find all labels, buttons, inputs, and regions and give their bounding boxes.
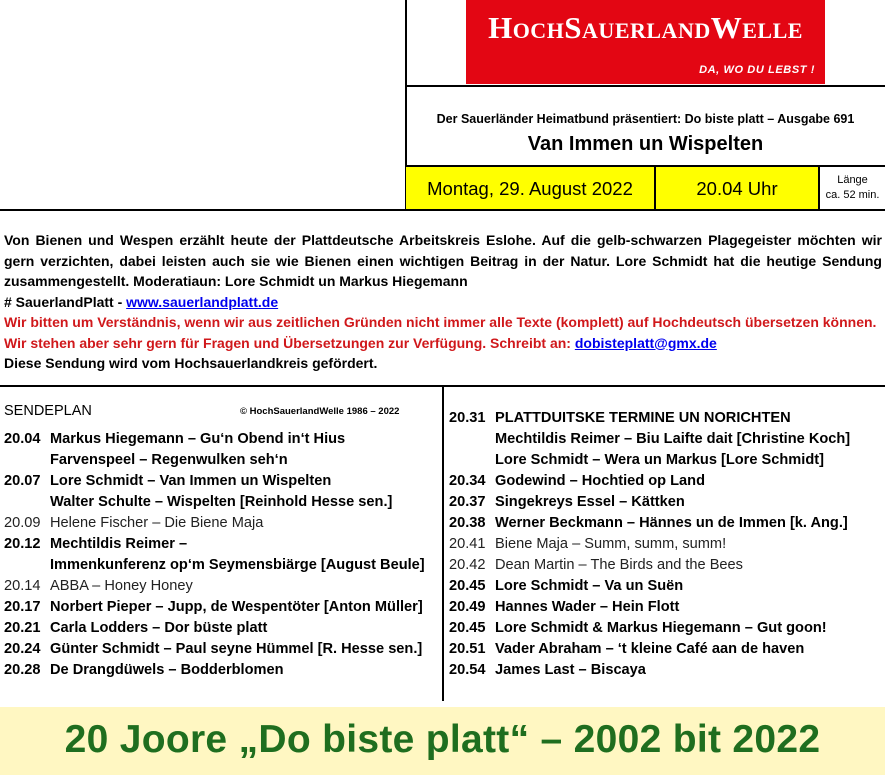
entry-time: 20.45 [449,578,486,594]
length-value: ca. 52 min. [825,189,880,201]
schedule-entry [449,660,885,681]
schedule-entry [449,576,885,597]
date-box [406,167,654,209]
entry-time: 20.41 [449,536,486,552]
schedule-entry [4,555,440,576]
entry-title: Mechtildis Reimer – [50,536,188,552]
entry-time [4,450,50,471]
entry-time [4,492,50,513]
schedule-entry [4,429,440,450]
schedule-entry [449,597,885,618]
schedule-entry [449,471,885,492]
anniversary-text: 20 Joore „Do biste platt“ – 2002 bit 2022 [64,718,821,761]
time-box [656,167,818,209]
schedule-entry [4,450,440,471]
entry-time: 20.17 [4,599,41,615]
entry-time: 20.21 [4,620,41,636]
entry-time: 20.04 [4,431,41,447]
entry-time: 20.45 [449,620,486,636]
program-title: Van Immen un Wispelten [527,133,764,155]
schedule-entry [4,639,440,660]
entry-time [449,429,495,450]
entry-title: Norbert Pieper – Jupp, de Wespentöter [Anton Müller] [50,599,423,615]
entry-title: James Last – Biscaya [495,662,646,678]
entry-title: Biene Maja – Summ, summ, summ! [495,536,727,552]
program-subtitle: Der Sauerländer Heimatbund präsentiert: Do biste platt – Ausgabe 691 [436,112,855,126]
entry-title: De Drangdüwels – Bodderblomen [50,662,284,678]
entry-time [449,450,495,471]
schedule-left-column [4,401,440,681]
logo-slogan: DA, WO DU LEBST ! [699,64,815,76]
entry-time: 20.42 [449,557,486,573]
entry-time [4,555,50,576]
header-rule-1 [405,85,885,87]
entry-title: Markus Hiegemann – Gu‘n Obend in‘t Hius [50,431,346,447]
entry-title: Immenkunferenz op‘m Seymensbiärge [August Beule] [50,557,425,573]
schedule-entry [449,555,885,576]
schedule-entry [449,450,885,471]
entry-title: Vader Abraham – ‘t kleine Café aan de haven [495,641,805,657]
entry-title: Dean Martin – The Birds and the Bees [495,557,743,573]
entry-time: 20.14 [4,578,41,594]
entry-title: Lore Schmidt & Markus Hiegemann – Gut goon! [495,620,827,636]
schedule-entry [449,492,885,513]
schedule-entry [4,660,440,681]
entry-title: Lore Schmidt – Va un Suën [495,578,684,594]
entry-title: Günter Schmidt – Paul seyne Hümmel [R. Hesse sen.] [50,641,423,657]
broadcast-time: 20.04 Uhr [696,178,778,199]
schedule-label: SENDEPLAN [4,403,92,419]
entry-time: 20.34 [449,473,486,489]
schedule-entry [449,429,885,450]
schedule-entry [4,471,440,492]
entry-title: Werner Beckmann – Hännes un de Immen [k. Ang.] [495,515,848,531]
schedule-entry [4,576,440,597]
website-link[interactable]: www.sauerlandplatt.de [126,293,279,310]
entry-time: 20.31 [449,410,486,426]
schedule-entry [449,618,885,639]
entry-time: 20.49 [449,599,486,615]
entry-time: 20.38 [449,515,486,531]
schedule-entry [4,597,440,618]
entry-time: 20.24 [4,641,41,657]
schedule-entry [449,513,885,534]
schedule-entry [4,492,440,513]
entry-title: Farvenspeel – Regenwulken seh‘n [50,452,288,468]
hashtag-line [4,292,882,313]
anniversary-banner [0,707,885,775]
entry-time: 20.54 [449,662,486,678]
entry-title: ABBA – Honey Honey [50,578,193,594]
schedule-entry [449,534,885,555]
entry-title: Singekreys Essel – Kättken [495,494,685,510]
schedule-entry [4,618,440,639]
intro-section [4,230,882,374]
entry-title: Walter Schulte – Wispelten [Reinhold Hesse sen.] [50,494,393,510]
header-bottom-rule [0,209,885,211]
entry-title: Mechtildis Reimer – Biu Laifte dait [Christine Koch] [495,431,851,447]
entry-time: 20.09 [4,515,41,531]
entry-time: 20.37 [449,494,486,510]
entry-time: 20.28 [4,662,41,678]
schedule-entry [4,513,440,534]
funding-note: Diese Sendung wird vom Hochsauerlandkreis gefördert. [4,355,378,371]
length-box [820,167,885,209]
entry-title: PLATTDUITSKE TERMINE UN NORICHTEN [495,410,791,426]
entry-title: Helene Fischer – Die Biene Maja [50,515,264,531]
translation-notice [4,312,882,353]
entry-title: Godewind – Hochtied op Land [495,473,705,489]
entry-time: 20.51 [449,641,486,657]
schedule-column-divider [442,386,444,701]
entry-time: 20.07 [4,473,41,489]
schedule-entry [449,408,885,429]
entry-time: 20.12 [4,536,41,552]
schedule-right-column [449,408,885,681]
copyright-note: © HochSauerlandWelle 1986 – 2022 [240,406,400,417]
broadcast-date: Montag, 29. August 2022 [427,178,633,199]
entry-title: Lore Schmidt – Van Immen un Wispelten [50,473,332,489]
entry-title: Lore Schmidt – Wera un Markus [Lore Schmidt] [495,452,824,468]
intro-paragraph: Von Bienen und Wespen erzählt heute der Plattdeutsche Arbeitskreis Eslohe. Auf die gelb-schwarzen Plagegeister möchten wir gern verzichten, dabei leisten auch sie wie Bienen einen wichtigen Beitrag in der Natur. Lore Schmidt hat die heutige Sendung zusammengestellt. Moderatiaun: Lore Schmidt un Markus Hiegemann [4,232,882,289]
length-label: Länge [837,174,868,186]
entry-title: Hannes Wader – Hein Flott [495,599,680,615]
entry-title: Carla Lodders – Dor büste platt [50,620,268,636]
email-link[interactable]: dobisteplatt@gmx.de [574,334,717,351]
schedule-entry [449,639,885,660]
notice-text: Wir bitten um Verständnis, wenn wir aus zeitlichen Gründen nicht immer alle Texte (komplett) auf Hochdeutsch übersetzen können. Wir stehen aber sehr gern für Fragen und Übersetzungen zur Verfügung. Schreibt an: [4,314,877,351]
hashtag-text: # SauerlandPlatt - [4,293,127,310]
schedule-entry [4,534,440,555]
station-logo [466,0,825,84]
logo-brand-text: HochSauerlandWelle [488,10,803,45]
